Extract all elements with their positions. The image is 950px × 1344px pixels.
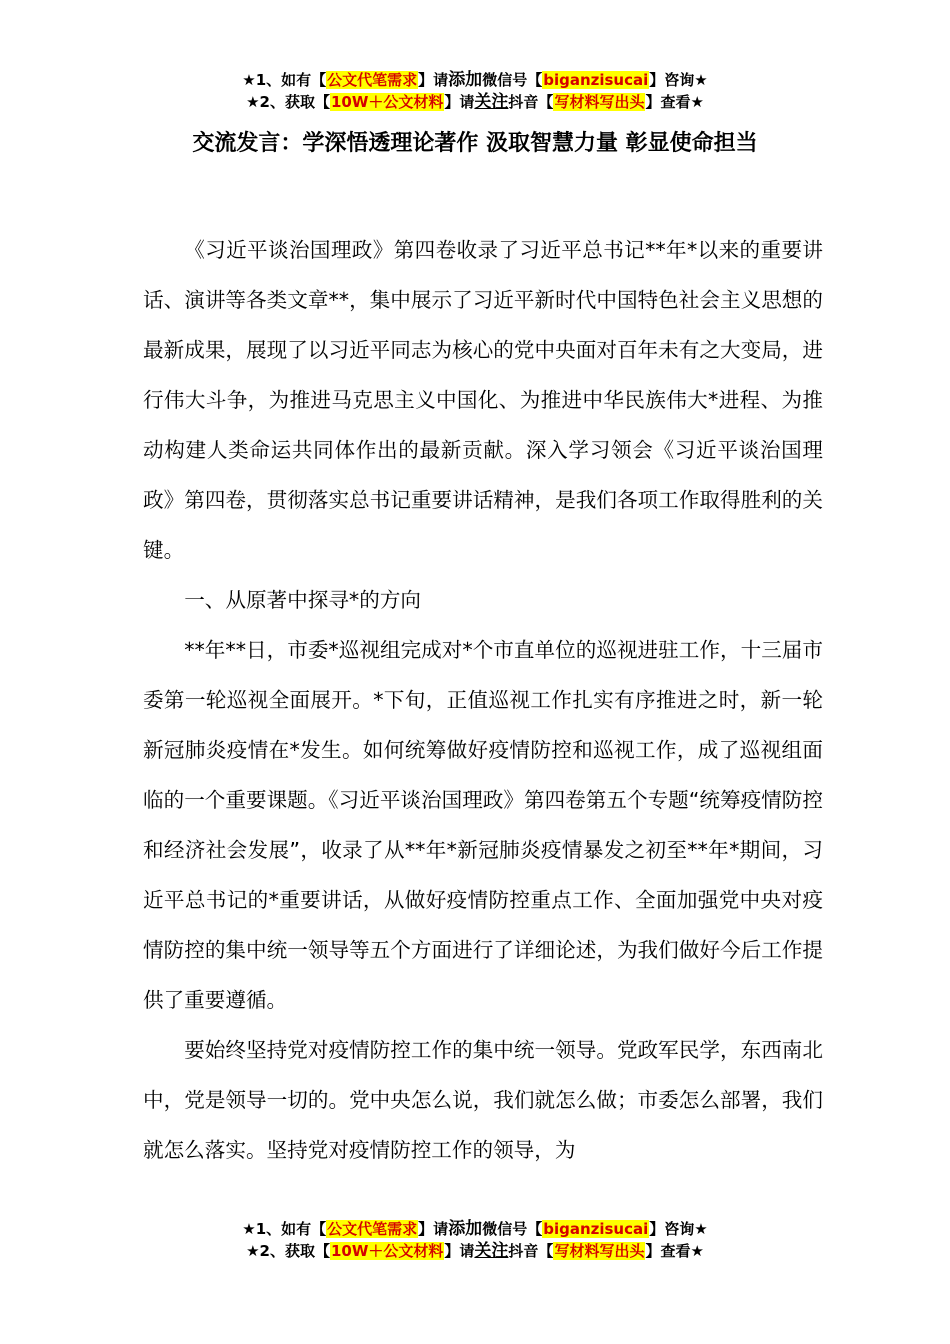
promo-douyin-id: 写材料写出头 bbox=[554, 1242, 645, 1260]
paragraph-leadership: 要始终坚持党对疫情防控工作的集中统一领导。党政军民学，东西南北中，党是领导一切的。党中央怎么说，我们就怎么做；市委怎么部署，我们就怎么落实。坚持党对疫情防控工作的领导，为 bbox=[143, 1038, 823, 1162]
document-title: 交流发言：学深悟透理论著作 汲取智慧力量 彰显使命担当 bbox=[192, 131, 758, 156]
promo-tag-writing: 公文代笔需求 bbox=[327, 71, 418, 89]
promo-line-2: ★2、获取【10W＋公文材料】请关注抖音【写材料写出头】查看★ bbox=[246, 92, 704, 112]
document-body bbox=[143, 225, 823, 1175]
promo-wechat-id: biganzisucai bbox=[543, 71, 649, 89]
section-heading-1: 一、从原著中探寻*的方向 bbox=[184, 588, 422, 612]
promo-header bbox=[0, 69, 950, 113]
paragraph-inspection: **年**日，市委*巡视组完成对*个市直单位的巡视进驻工作，十三届市委第一轮巡视全面展开。*下旬，正值巡视工作扎实有序推进之时，新一轮新冠肺炎疫情在*发生。如何统筹做好疫情防控和巡视工作，成了巡视组面临的一个重要课题。《习近平谈治国理政》第四卷第五个专题“统筹疫情防控和经济社会发展”，收录了从**年*新冠肺炎疫情暴发之初至**年*期间，习近平总书记的*重要讲话，从做好疫情防控重点工作、全面加强党中央对疫情防控的集中统一领导等五个方面进行了详细论述，为我们做好今后工作提供了重要遵循。 bbox=[143, 638, 823, 1012]
promo-douyin-id: 写材料写出头 bbox=[554, 93, 645, 111]
promo-line-2: ★2、获取【10W＋公文材料】请关注抖音【写材料写出头】查看★ bbox=[246, 1241, 704, 1261]
promo-line-1: ★1、如有【公文代笔需求】请添加微信号【biganzisucai】咨询★ bbox=[242, 1219, 708, 1239]
promo-tag-materials: 10W＋公文材料 bbox=[330, 1242, 444, 1260]
promo-tag-materials: 10W＋公文材料 bbox=[330, 93, 444, 111]
paragraph-intro: 《习近平谈治国理政》第四卷收录了习近平总书记**年*以来的重要讲话、演讲等各类文章**，集中展示了习近平新时代中国特色社会主义思想的最新成果，展现了以习近平同志为核心的党中央面对百年未有之大变局，进行伟大斗争，为推进马克思主义中国化、为推进中华民族伟大*进程、为推动构建人类命运共同体作出的最新贡献。深入学习领会《习近平谈治国理政》第四卷，贯彻落实总书记重要讲话精神，是我们各项工作取得胜利的关键。 bbox=[143, 238, 823, 562]
promo-footer bbox=[0, 1218, 950, 1262]
promo-tag-writing: 公文代笔需求 bbox=[327, 1220, 418, 1238]
promo-line-1: ★1、如有【公文代笔需求】请添加微信号【biganzisucai】咨询★ bbox=[242, 70, 708, 90]
promo-wechat-id: biganzisucai bbox=[543, 1220, 649, 1238]
